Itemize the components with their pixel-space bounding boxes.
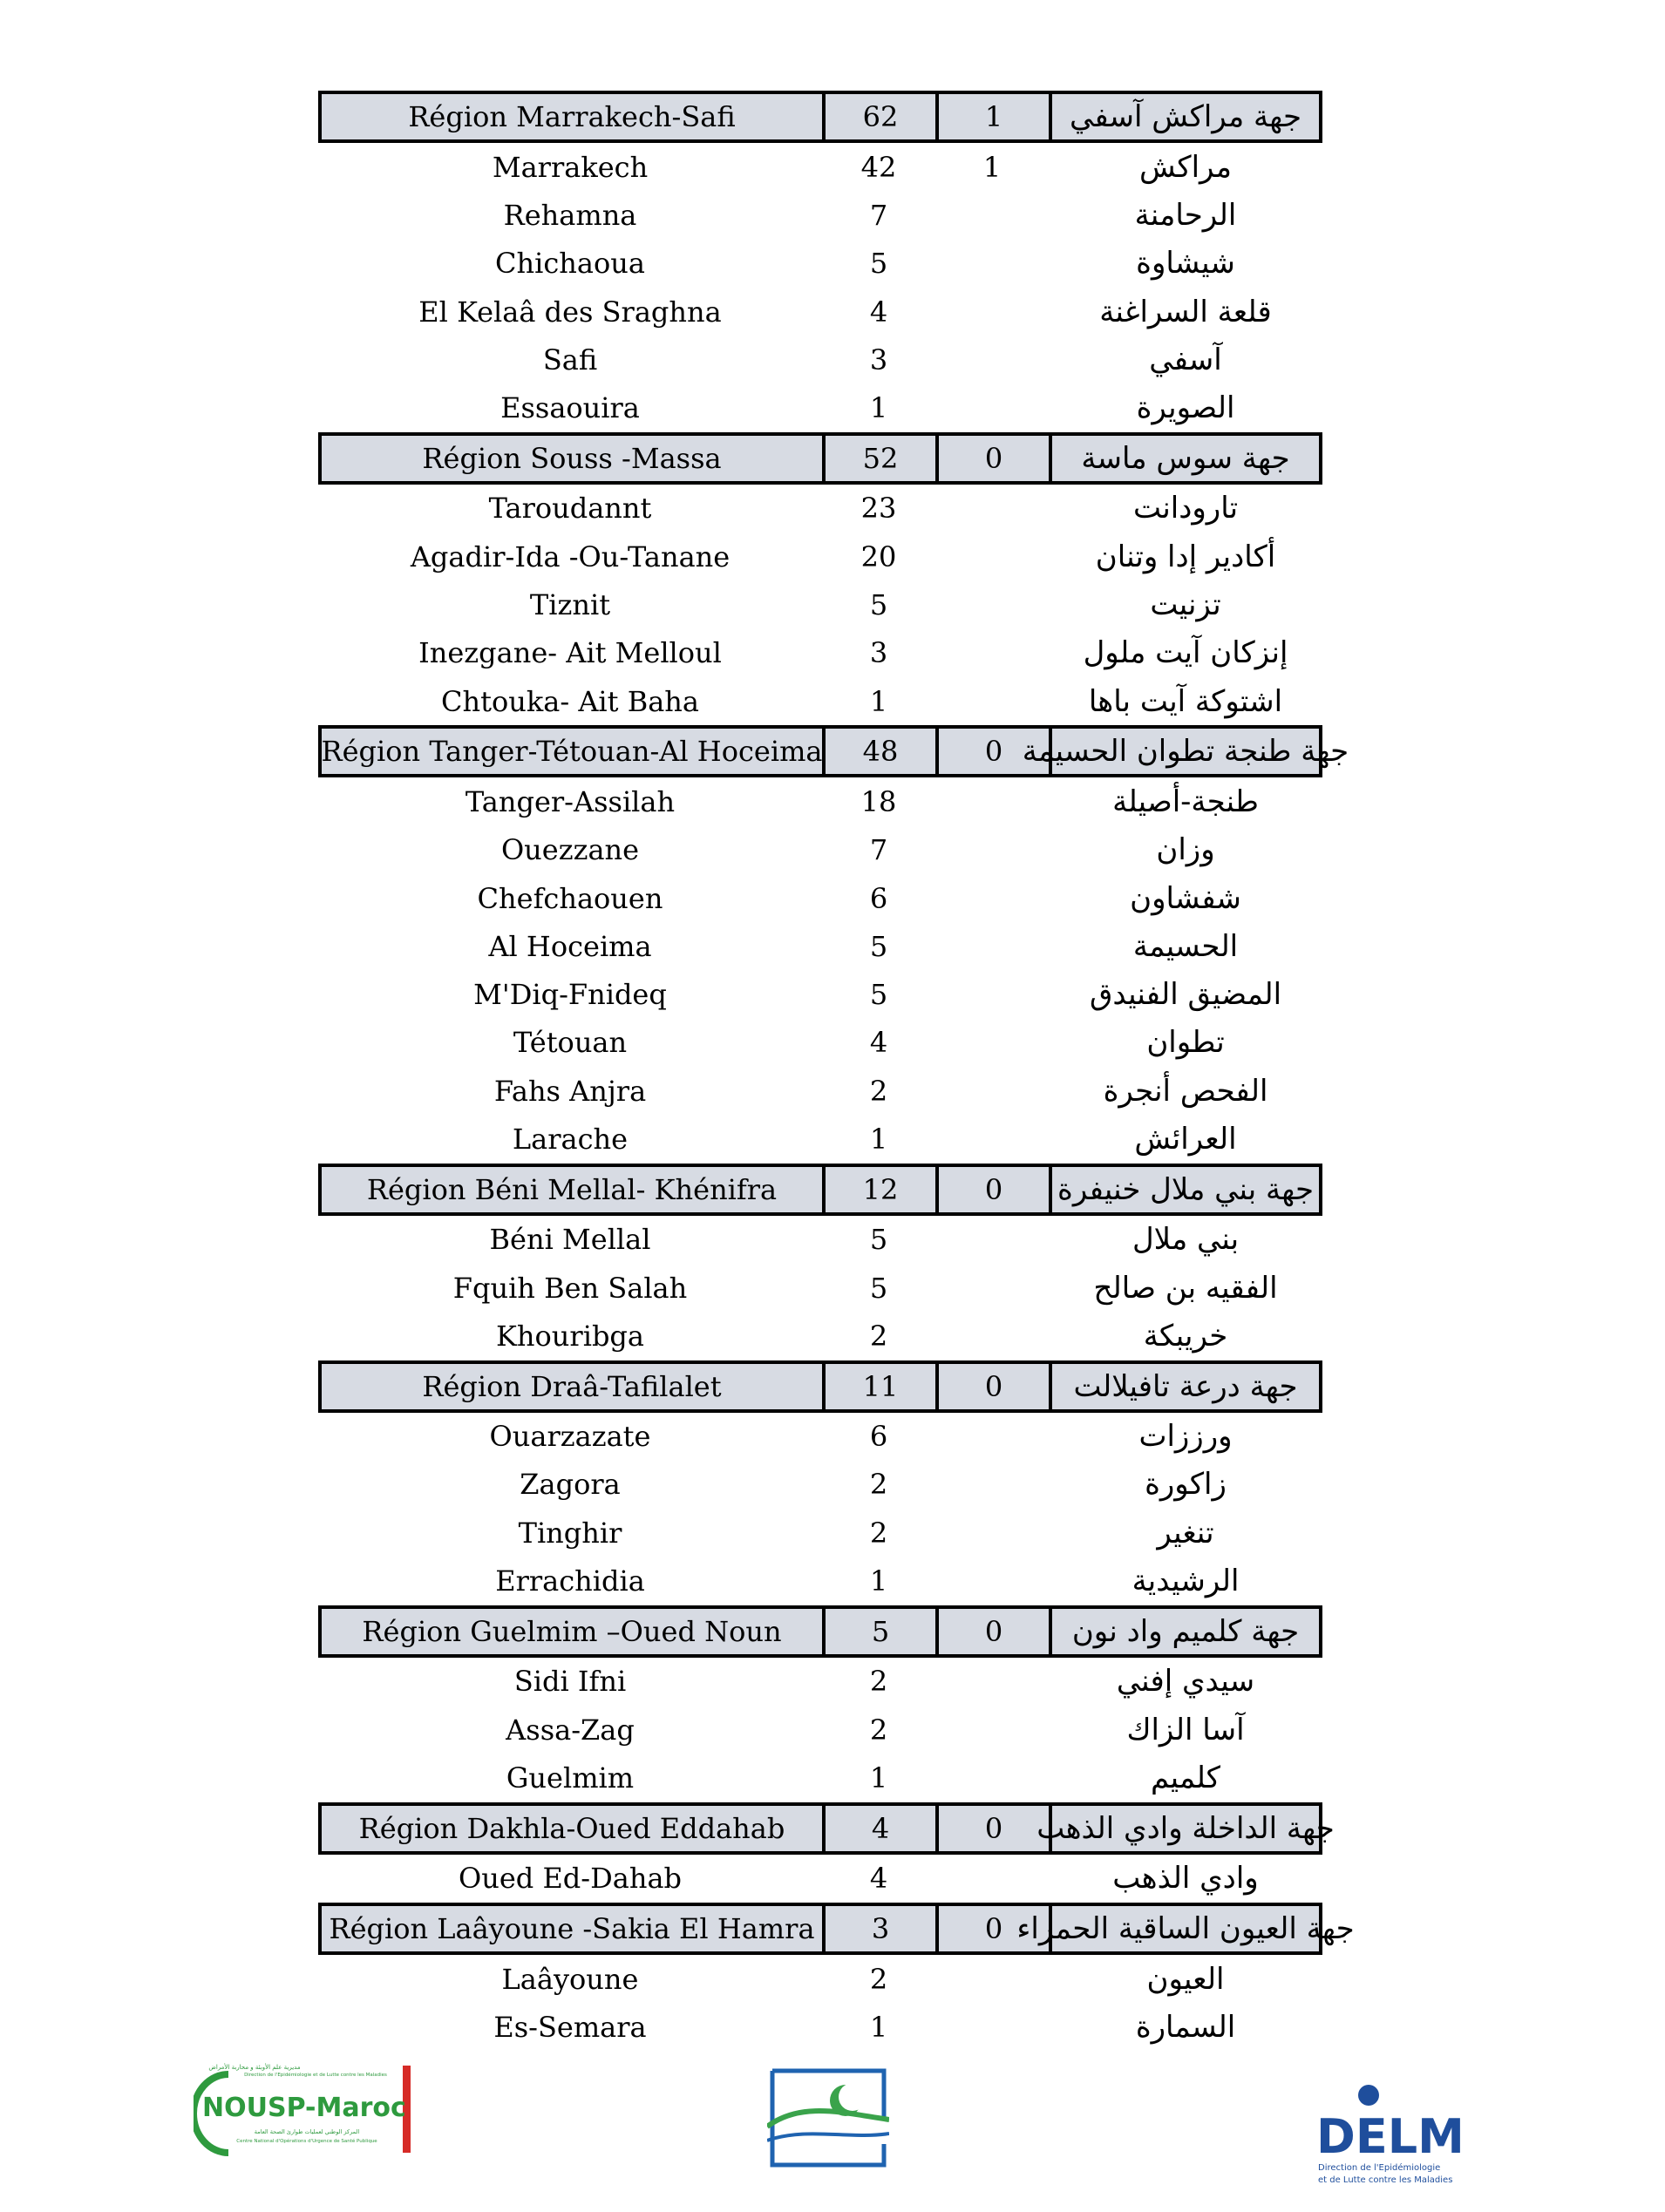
province-name-ar: آسفي [1149,342,1222,377]
province-row [318,288,1322,336]
region-name-ar: جهة كلميم واد نون [1049,1609,1322,1654]
nousp-title: NOUSP-Maroc [202,2093,406,2123]
region-name-fr: Région Guelmim –Oued Noun [318,1609,822,1654]
province-row [318,1461,1322,1509]
province-cases: 5 [869,929,888,963]
province-name-fr: Sidi Ifni [513,1665,627,1699]
province-name-fr: Tétouan [513,1026,628,1060]
province-name-fr: Essaouira [500,391,640,425]
nousp-sub-fr: Direction de l'Epidémiologie et de Lutte contre les Maladies [244,2073,387,2078]
region-name-fr: Région Tanger-Tétouan-Al Hoceima [318,729,822,774]
province-name-ar: شفشاون [1130,880,1241,916]
province-cases: 23 [860,492,897,526]
province-cases: 1 [869,391,888,425]
province-name-fr: Tiznit [529,588,611,622]
province-deaths [935,1115,1049,1163]
province-name-ar: قلعة السراغنة [1099,294,1272,329]
province-row [318,1509,1322,1557]
province-row [318,1115,1322,1163]
province-deaths [935,1216,1049,1264]
province-cases: 2 [869,1962,888,1996]
province-name-fr: Rehamna [503,198,637,232]
province-row [318,1216,1322,1264]
region-row [318,432,1322,485]
province-cases: 20 [860,539,897,573]
province-cases: 5 [869,1223,888,1257]
province-cases: 5 [869,978,888,1012]
province-deaths [935,1706,1049,1754]
region-deaths: 0 [935,436,1049,481]
province-name-fr: Ouarzazate [489,1420,651,1454]
province-row [318,1264,1322,1312]
province-name-fr: Chefchaouen [477,881,663,915]
province-row [318,1067,1322,1115]
province-row [318,629,1322,677]
region-cases: 4 [822,1806,935,1851]
province-row [318,1019,1322,1067]
region-cases: 3 [822,1906,935,1951]
region-row [318,1802,1335,1855]
province-row [318,826,1322,874]
province-row [318,777,1322,825]
province-name-fr: Ouezzane [500,833,640,867]
region-name-ar: جهة مراكش آسفي [1049,94,1322,139]
province-deaths [935,1658,1049,1706]
province-deaths [935,826,1049,874]
province-name-ar: العيون [1146,1961,1225,1997]
province-cases: 3 [869,636,888,670]
region-name-ar: جهة سوس ماسة [1049,436,1322,481]
province-deaths [935,2003,1049,2051]
province-cases: 6 [869,1420,888,1454]
region-row [318,91,1322,143]
province-row [318,1855,1322,1903]
region-deaths: 0 [935,1167,1049,1212]
province-row [318,1706,1322,1754]
region-row [318,725,1349,777]
province-row [318,191,1322,239]
province-deaths [935,1312,1049,1360]
province-cases: 1 [869,1761,888,1795]
province-deaths [935,1955,1049,2003]
region-name-ar: جهة درعة تافيلالت [1049,1364,1322,1409]
region-cases: 48 [822,729,935,774]
province-name-ar: الرحامنة [1134,197,1237,233]
province-deaths [935,970,1049,1018]
province-row [318,485,1322,533]
province-name-fr: Assa-Zag [506,1713,635,1747]
province-deaths [935,1754,1049,1801]
province-cases: 4 [869,1026,888,1060]
province-cases: 7 [869,833,888,867]
province-name-fr: Agadir-Ida -Ou-Tanane [410,539,731,573]
province-deaths [935,1461,1049,1509]
province-name-ar: وزان [1156,832,1215,868]
province-deaths [935,191,1049,239]
nousp-sub2-ar: المركز الوطني لعمليات طوارئ الصحة العامة [254,2128,360,2135]
province-name-fr: Oued Ed-Dahab [459,1862,682,1896]
province-cases: 7 [869,198,888,232]
province-name-fr: Es-Semara [493,2010,647,2044]
province-name-ar: طنجة-أصيلة [1112,784,1259,819]
province-name-fr: Al Hoceima [488,929,652,963]
ministry-logo [767,2066,889,2170]
province-deaths [935,288,1049,336]
province-cases: 2 [869,1713,888,1747]
region-cases: 52 [822,436,935,481]
region-deaths: 1 [935,94,1049,139]
province-name-fr: Inezgane- Ait Melloul [418,636,722,670]
province-cases: 5 [869,247,888,281]
province-deaths [935,485,1049,533]
province-name-fr: Béni Mellal [489,1223,651,1257]
province-row [318,874,1322,922]
province-row [318,1413,1322,1461]
province-cases: 2 [869,1319,888,1353]
province-name-fr: Guelmim [506,1761,635,1795]
province-name-fr: Khouribga [496,1319,644,1353]
province-name-fr: Laâyoune [501,1962,639,1996]
province-name-ar: السمارة [1135,2009,1236,2045]
province-cases: 5 [869,588,888,622]
province-cases: 1 [869,1564,888,1598]
nousp-sub2-fr: Centre National d'Opérations d'Urgence de Santé Publique [236,2139,377,2144]
region-name-ar: جهة الداخلة وادي الذهب [1049,1806,1322,1851]
province-cases: 1 [869,1122,888,1156]
province-name-ar: خريبكة [1143,1318,1228,1354]
province-name-fr: Larache [512,1122,629,1156]
province-name-ar: الحسيمة [1132,928,1239,964]
province-name-fr: Zagora [520,1468,621,1502]
region-name-fr: Région Marrakech-Safi [318,94,822,139]
region-row [318,1605,1322,1658]
province-deaths [935,874,1049,922]
province-name-ar: كلميم [1151,1760,1220,1795]
region-deaths: 0 [935,1806,1049,1851]
province-name-ar: الفحص أنجرة [1103,1073,1268,1109]
delm-sub1: Direction de l'Epidémiologie [1318,2163,1441,2173]
province-name-ar: آسا الزاك [1126,1712,1245,1747]
region-deaths: 0 [935,1609,1049,1654]
province-name-ar: ورززات [1138,1419,1233,1455]
region-row [318,1903,1355,1955]
province-name-fr: Tinghir [518,1516,622,1550]
region-name-fr: Région Dakhla-Oued Eddahab [318,1806,822,1851]
region-name-fr: Région Béni Mellal- Khénifra [318,1167,822,1212]
region-name-ar: جهة بني ملال خنيفرة [1049,1167,1322,1212]
province-row [318,1312,1322,1360]
region-deaths: 0 [935,1364,1049,1409]
region-name-fr: Région Laâyoune -Sakia El Hamra [318,1906,822,1951]
region-name-ar: جهة طنجة تطوان الحسيمة [1049,729,1322,774]
region-cases: 12 [822,1167,935,1212]
province-name-ar: الصويرة [1136,390,1235,426]
region-deaths: 0 [935,729,1049,774]
province-deaths [935,383,1049,431]
delm-title: DELM [1316,2109,1465,2164]
region-row [318,1360,1322,1413]
province-cases: 2 [869,1468,888,1502]
province-name-fr: Tanger-Assilah [465,784,676,818]
delm-sub2: et de Lutte contre les Maladies [1318,2175,1453,2185]
province-row [318,970,1322,1018]
province-name-ar: تارودانت [1132,491,1239,526]
province-name-ar: الرشيدية [1132,1564,1240,1599]
province-cases: 4 [869,295,888,329]
wave-green-icon [767,2111,889,2127]
province-deaths [935,1413,1049,1461]
region-row [318,1164,1322,1216]
province-name-fr: Safi [542,343,598,377]
region-cases: 62 [822,94,935,139]
cases-table [318,91,1355,2052]
province-row [318,922,1322,970]
region-cases: 11 [822,1364,935,1409]
province-row [318,1955,1322,2003]
province-name-fr: Marrakech [492,150,649,184]
province-deaths [935,336,1049,383]
region-name-fr: Région Souss -Massa [318,436,822,481]
province-cases: 2 [869,1516,888,1550]
province-deaths [935,1067,1049,1115]
region-cases: 5 [822,1609,935,1654]
region-name-ar: جهة العيون الساقية الحمراء [1049,1906,1322,1951]
province-row [318,580,1322,628]
province-cases: 3 [869,343,888,377]
province-name-ar: شيشاوة [1136,246,1235,282]
province-deaths: 1 [982,150,1002,184]
province-cases: 4 [869,1862,888,1896]
province-deaths [935,677,1049,725]
province-name-fr: Chichaoua [495,247,645,281]
province-name-fr: El Kelaâ des Sraghna [418,295,722,329]
nousp-sub-ar: مديرية علم الأوبئة و محاربة الأمراض [208,2064,301,2071]
province-cases: 1 [869,684,888,718]
province-cases: 6 [869,881,888,915]
province-name-ar: تنغير [1157,1515,1214,1550]
province-name-fr: Taroudannt [488,492,652,526]
province-name-ar: تطوان [1146,1025,1225,1061]
region-deaths: 0 [935,1906,1049,1951]
province-row [318,383,1322,431]
province-name-fr: Fahs Anjra [493,1074,647,1108]
delm-dot-icon [1358,2085,1379,2106]
province-row [318,2003,1322,2051]
province-name-ar: بني ملال [1132,1222,1240,1258]
province-row [318,1754,1322,1801]
province-deaths [935,777,1049,825]
footer-logos [0,2057,1665,2212]
province-name-ar: تزنيت [1150,587,1221,623]
province-cases: 5 [869,1271,888,1305]
province-deaths [935,1264,1049,1312]
province-row [318,677,1322,725]
province-name-ar: سيدي إفني [1116,1664,1255,1700]
province-name-ar: مراكش [1139,149,1232,185]
province-row [318,143,1322,191]
province-row [318,1557,1322,1605]
province-name-ar: وادي الذهب [1112,1861,1259,1896]
delm-logo [1316,2083,1465,2201]
province-name-fr: Fquih Ben Salah [452,1271,688,1305]
province-cases: 42 [860,150,897,184]
province-deaths [935,240,1049,288]
province-deaths [935,533,1049,580]
wave-blue-icon [767,2134,889,2141]
province-deaths [935,1557,1049,1605]
province-name-ar: العرائش [1134,1121,1237,1157]
province-cases: 2 [869,1074,888,1108]
province-name-ar: اشتوكة آيت باها [1088,683,1283,719]
province-row [318,240,1322,288]
province-name-ar: أكادير إدا وتنان [1095,539,1276,574]
province-name-ar: المضيق الفنيدق [1089,977,1282,1013]
province-deaths [935,580,1049,628]
province-deaths [935,1019,1049,1067]
province-deaths [935,629,1049,677]
province-row [318,533,1322,580]
province-name-ar: إنزكان آيت ملول [1083,635,1288,671]
province-row [318,1658,1322,1706]
province-name-ar: الفقيه بن صالح [1093,1270,1278,1306]
nousp-logo [194,2057,416,2157]
province-cases: 1 [869,2010,888,2044]
province-deaths [935,922,1049,970]
province-name-fr: M'Diq-Fnideq [473,978,667,1012]
province-deaths [935,1855,1049,1903]
province-cases: 18 [860,784,897,818]
province-name-fr: Chtouka- Ait Baha [441,684,699,718]
province-row [318,336,1322,383]
region-name-fr: Région Draâ-Tafilalet [318,1364,822,1409]
province-name-fr: Errachidia [495,1564,645,1598]
province-name-ar: زاكورة [1145,1467,1227,1503]
province-deaths [935,1509,1049,1557]
province-cases: 2 [869,1665,888,1699]
